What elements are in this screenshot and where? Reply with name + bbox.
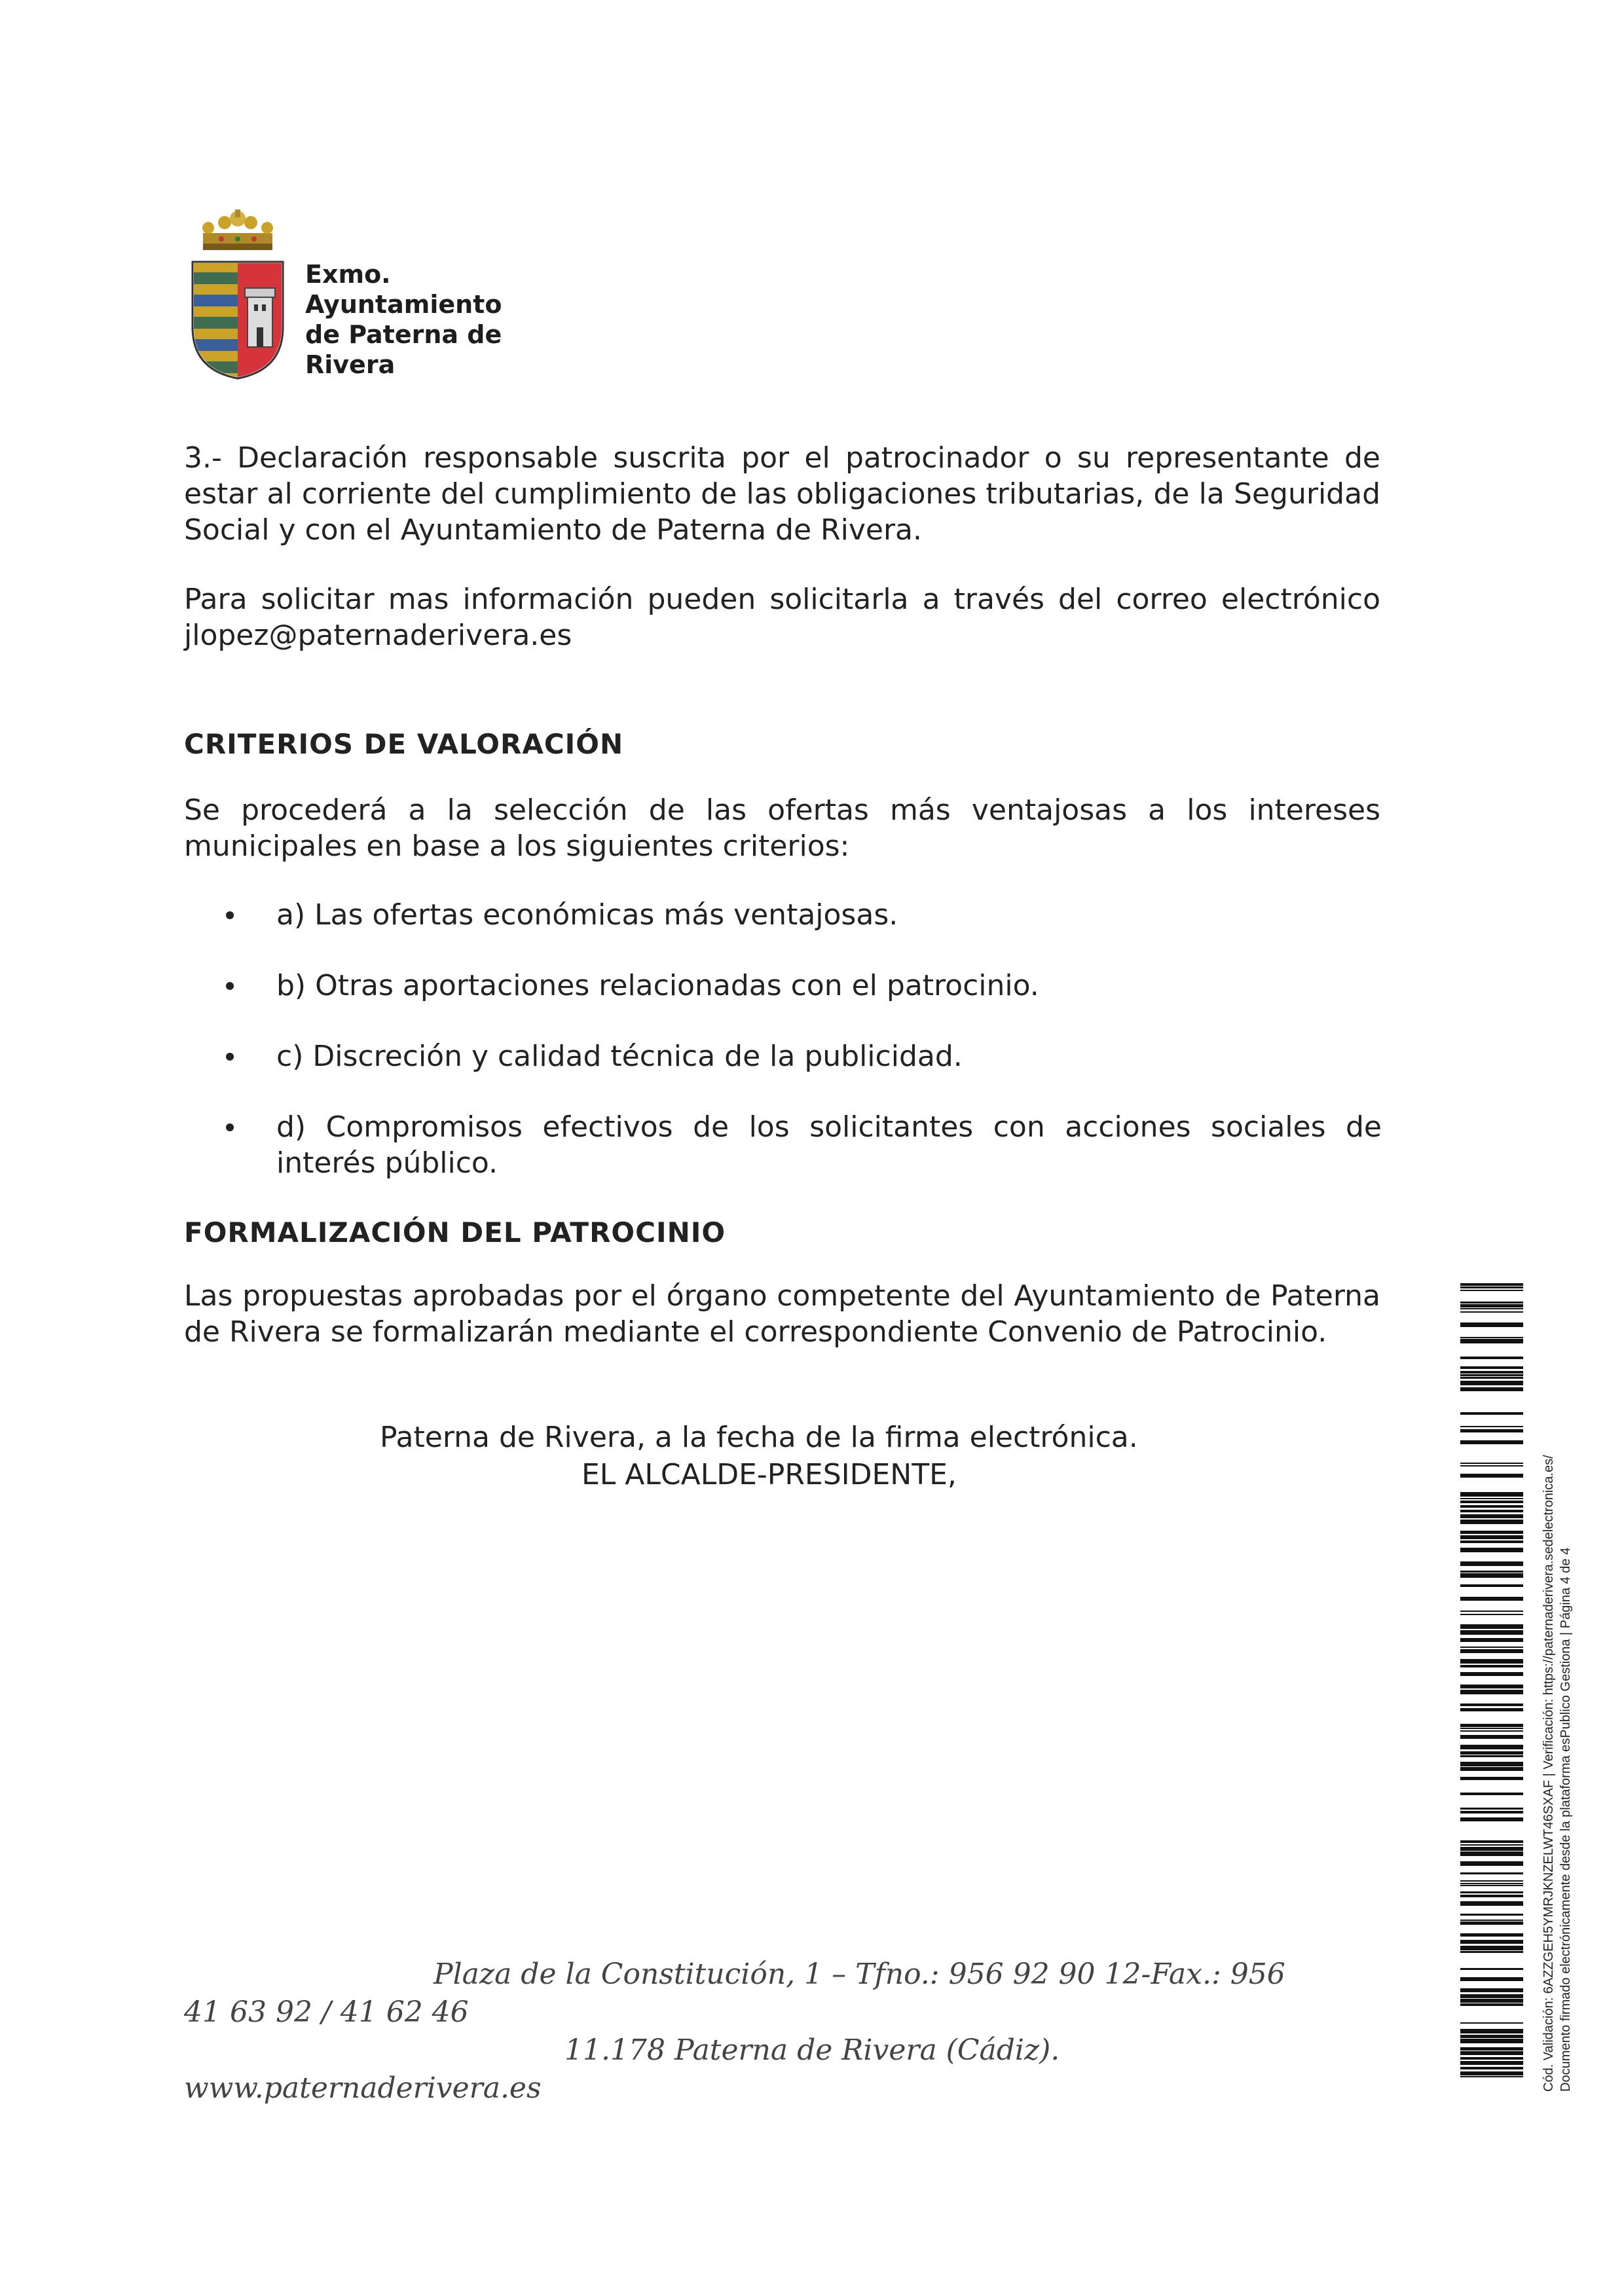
footer-city-line: 11.178 Paterna de Rivera (Cádiz).: [564, 2033, 1060, 2067]
criteria-list: [216, 897, 1382, 1216]
list-item: [216, 897, 1382, 933]
list-item: [216, 1038, 1382, 1074]
org-name-line-2: Ayuntamiento: [305, 290, 502, 319]
validation-barcode: [1460, 1283, 1523, 2088]
criterion-b: b) Otras aportaciones relacionadas con el patrocinio.: [276, 969, 1039, 1002]
org-name-line-3: de Paterna de: [305, 320, 502, 349]
heading-criterios: CRITERIOS DE VALORACIÓN: [184, 728, 624, 760]
validation-platform-line: Documento firmado electrónicamente desde la plataforma esPublico Gestiona | Página 4 de 4: [1559, 1547, 1573, 2092]
place-and-date: Paterna de Rivera, a la fecha de la firma electrónica.: [380, 1421, 1138, 1454]
crown-icon: [202, 210, 273, 250]
criterion-c: c) Discreción y calidad técnica de la publicidad.: [276, 1040, 963, 1073]
paragraph-selection: Se procederá a la selección de las ofertas más ventajosas a los intereses municipales en base a los siguientes criterios:: [184, 793, 1380, 863]
bullet-icon: [226, 982, 234, 990]
list-item: [216, 1109, 1382, 1181]
validation-code-line: Cód. Validación: 6AZZGEH5YMRJKNZELWT46SXAF | Verificación: https://paternaderivera.sedelectronica.es/: [1541, 1455, 1556, 2092]
paragraph-more-info: Para solicitar mas información pueden solicitarla a través del correo electrónico jlopez@paternaderivera.es: [184, 583, 1380, 652]
footer-address-line: Plaza de la Constitución, 1 – Tfno.: 956 92 90 12-Fax.: 956: [434, 1958, 1285, 1991]
bullet-icon: [226, 1053, 234, 1061]
validation-info: [1540, 1455, 1574, 2092]
bullet-icon: [226, 911, 234, 919]
footer-fax-line: 41 63 92 / 41 62 46: [184, 1995, 469, 2029]
org-name-line-1: Exmo.: [305, 260, 391, 289]
criterion-d: d) Compromisos efectivos de los solicitantes con acciones sociales de interés público.: [276, 1110, 1382, 1180]
signatory-title: EL ALCALDE-PRESIDENTE,: [581, 1458, 957, 1491]
paragraph-formalizacion: Las propuestas aprobadas por el órgano competente del Ayuntamiento de Paterna de Rivera se formalizarán mediante el correspondiente Convenio de Patrocinio.: [184, 1279, 1380, 1349]
criterion-a: a) Las ofertas económicas más ventajosas.: [276, 898, 898, 932]
footer-website-link[interactable]: www.paternaderivera.es: [184, 2071, 542, 2105]
heading-formalizacion: FORMALIZACIÓN DEL PATROCINIO: [184, 1216, 726, 1248]
coat-of-arms-logo: [189, 210, 287, 381]
list-item: [216, 968, 1382, 1004]
shield-icon: [193, 262, 283, 381]
org-name-line-4: Rivera: [305, 350, 396, 379]
bullet-icon: [226, 1123, 234, 1131]
organization-name: [305, 259, 502, 380]
paragraph-declaration: 3.- Declaración responsable suscrita por el patrocinador o su representante de estar al corriente del cumplimiento de las obligaciones tributarias, de la Seguridad Social y con el Ayuntamiento de Paterna de Rivera.: [184, 441, 1380, 547]
